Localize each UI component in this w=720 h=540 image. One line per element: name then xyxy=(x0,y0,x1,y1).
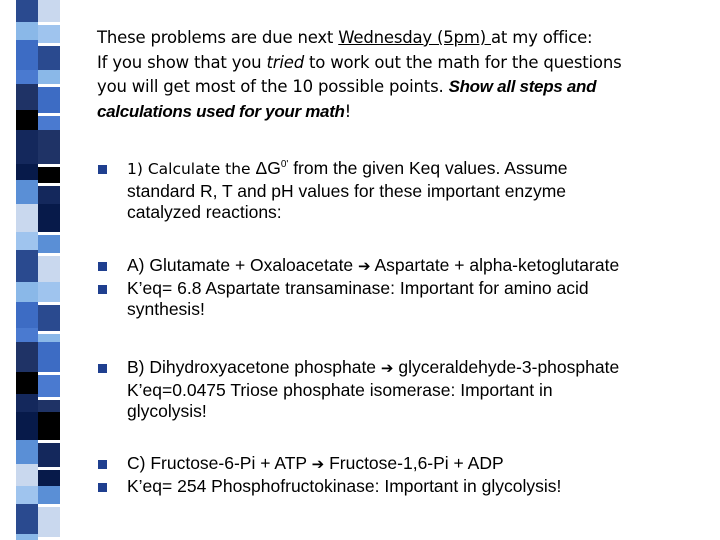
mosaic-tile xyxy=(38,70,60,84)
intro-line-2: If you show that you tried to work out the math for the questions xyxy=(97,52,622,72)
mosaic-tile xyxy=(16,504,38,534)
mosaic-tile xyxy=(16,84,38,110)
mosaic-tile xyxy=(16,328,38,342)
question-1-text: 1) Calculate the $\Delta G^{0'}$ from the given Keq values. Assume standard R, T and pH values for these important enzyme catalyzed reactions: xyxy=(127,158,568,222)
reaction-a-keq: K’eq= 6.8 Aspartate transaminase: Important for amino acid synthesis! xyxy=(127,277,589,319)
bullet-square-icon xyxy=(98,285,107,294)
mosaic-tile xyxy=(16,70,38,84)
bullet-square-icon xyxy=(98,460,107,469)
arrow-right-icon: ➔ xyxy=(358,257,371,275)
mosaic-tile xyxy=(16,232,38,250)
question-1 xyxy=(0,158,720,224)
mosaic-tile xyxy=(38,87,60,113)
reaction-c-equation: C) Fructose-6-Pi + ATP ➔ Fructose-1,6-Pi + ADP xyxy=(127,453,504,473)
bullet-square-icon xyxy=(98,262,107,271)
mosaic-tile xyxy=(16,110,38,130)
bullet-square-icon xyxy=(98,165,107,174)
mosaic-tile xyxy=(38,25,60,43)
intro-line-4: calculations used for your math! xyxy=(97,101,352,121)
reaction-b-text: B) Dihydroxyacetone phosphate ➔ glyceraldehyde-3-phosphate K’eq=0.0475 Triose phosphate isomerase: Important in glycolysis! xyxy=(127,357,620,421)
bullet-square-icon xyxy=(98,483,107,492)
mosaic-tile xyxy=(16,22,38,40)
reaction-a xyxy=(0,255,720,321)
intro-line-3: you will get most of the 10 possible points. Show all steps and xyxy=(97,77,597,96)
intro-line-1: These problems are due next Wednesday (5pm) at my office: xyxy=(97,28,593,47)
reaction-b xyxy=(0,357,720,423)
bullet-square-icon xyxy=(98,364,107,373)
instructions-paragraph xyxy=(97,26,697,124)
arrow-right-icon: ➔ xyxy=(311,455,325,473)
arrow-right-icon: ➔ xyxy=(380,359,394,377)
mosaic-tile xyxy=(38,0,60,22)
mosaic-tile xyxy=(16,0,38,22)
mosaic-tile xyxy=(38,235,60,253)
due-date: Wednesday (5pm) xyxy=(338,28,491,47)
reaction-c-keq: K’eq= 254 Phosphofructokinase: Important in glycolysis! xyxy=(127,475,562,496)
mosaic-tile xyxy=(16,40,38,70)
mosaic-tile xyxy=(16,534,38,540)
reaction-a-equation: A) Glutamate + Oxaloacetate ➔ Aspartate + alpha-ketoglutarate xyxy=(127,255,620,275)
mosaic-tile xyxy=(38,507,60,537)
reaction-c xyxy=(0,453,720,497)
